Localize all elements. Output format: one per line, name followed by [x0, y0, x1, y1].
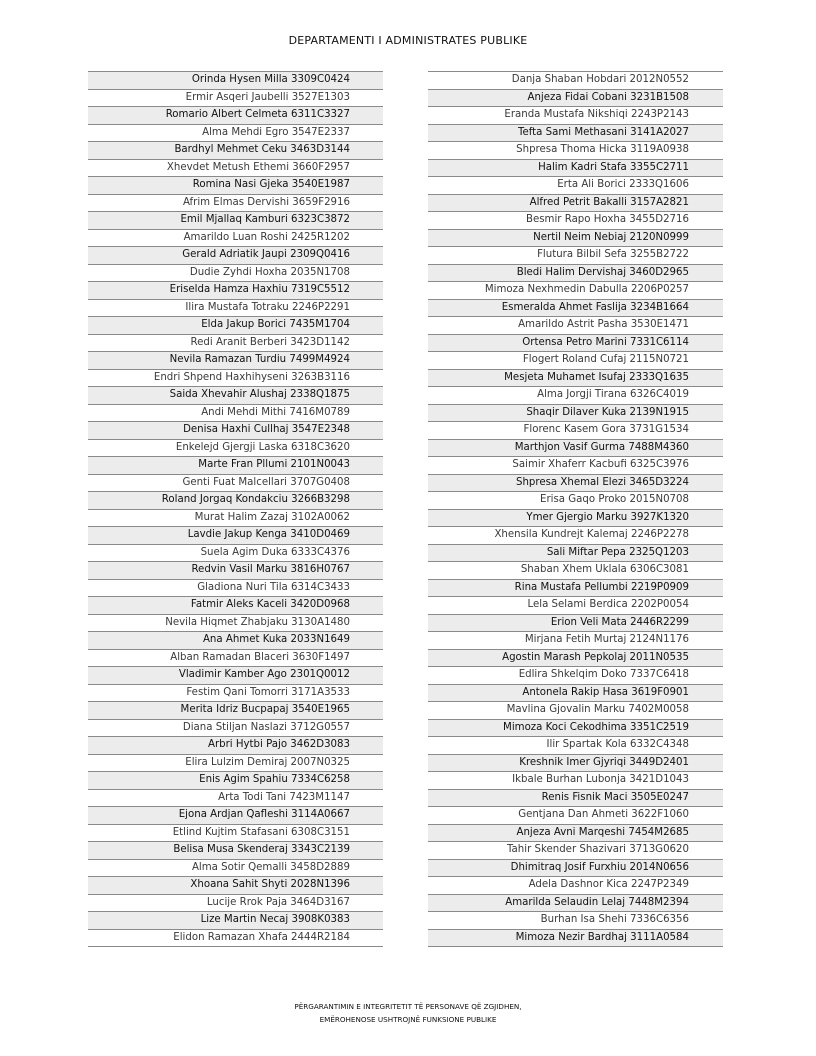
list-item: Saimir Xhaferr Kacbufi 6325C3976 — [428, 457, 723, 475]
list-item: Arbri Hytbi Pajo 3462D3083 — [88, 737, 383, 755]
list-item: Roland Jorgaq Kondakciu 3266B3298 — [88, 492, 383, 510]
list-item: Lela Selami Berdica 2202P0054 — [428, 597, 723, 615]
list-item: Emil Mjallaq Kamburi 6323C3872 — [88, 212, 383, 230]
list-item: Murat Halim Zazaj 3102A0062 — [88, 510, 383, 528]
list-item: Mesjeta Muhamet Isufaj 2333Q1635 — [428, 370, 723, 388]
list-item: Ikbale Burhan Lubonja 3421D1043 — [428, 772, 723, 790]
list-item: Ermir Asqeri Jaubelli 3527E1303 — [88, 90, 383, 108]
list-item: Ilir Spartak Kola 6332C4348 — [428, 737, 723, 755]
list-item: Fatmir Aleks Kaceli 3420D0968 — [88, 597, 383, 615]
list-item: Denisa Haxhi Cullhaj 3547E2348 — [88, 422, 383, 440]
list-item: Amarildo Astrit Pasha 3530E1471 — [428, 317, 723, 335]
list-item: Esmeralda Ahmet Faslija 3234B1664 — [428, 300, 723, 318]
list-item: Burhan Isa Shehi 7336C6356 — [428, 912, 723, 930]
list-item: Romina Nasi Gjeka 3540E1987 — [88, 177, 383, 195]
footer-line-2: EMËROHENOSE USHTROJNË FUNKSIONE PUBLIKE — [319, 1015, 497, 1024]
list-item: Elda Jakup Borici 7435M1704 — [88, 317, 383, 335]
list-item: Nevila Hiqmet Zhabjaku 3130A1480 — [88, 615, 383, 633]
list-item: Renis Fisnik Maci 3505E0247 — [428, 790, 723, 808]
list-item: Saida Xhevahir Alushaj 2338Q1875 — [88, 387, 383, 405]
list-item: Mavlina Gjovalin Marku 7402M0058 — [428, 702, 723, 720]
list-item: Xhoana Sahit Shyti 2028N1396 — [88, 877, 383, 895]
list-item: Redi Aranit Berberi 3423D1142 — [88, 335, 383, 353]
list-item: Xhevdet Metush Ethemi 3660F2957 — [88, 160, 383, 178]
list-item: Ortensa Petro Marini 7331C6114 — [428, 335, 723, 353]
list-item: Festim Qani Tomorri 3171A3533 — [88, 685, 383, 703]
list-item: Kreshnik Imer Gjyriqi 3449D2401 — [428, 755, 723, 773]
list-item: Alfred Petrit Bakalli 3157A2821 — [428, 195, 723, 213]
list-item: Romario Albert Celmeta 6311C3327 — [88, 107, 383, 125]
list-item: Genti Fuat Malcellari 3707G0408 — [88, 475, 383, 493]
list-item: Sali Miftar Pepa 2325Q1203 — [428, 545, 723, 563]
list-item: Lavdie Jakup Kenga 3410D0469 — [88, 527, 383, 545]
list-item: Shpresa Thoma Hicka 3119A0938 — [428, 142, 723, 160]
list-item: Endri Shpend Haxhihyseni 3263B3116 — [88, 370, 383, 388]
list-item: Lucije Rrok Paja 3464D3167 — [88, 895, 383, 913]
list-item: Rina Mustafa Pellumbi 2219P0909 — [428, 580, 723, 598]
list-item: Eriselda Hamza Haxhiu 7319C5512 — [88, 282, 383, 300]
list-item: Florenc Kasem Gora 3731G1534 — [428, 422, 723, 440]
list-item: Marthjon Vasif Gurma 7488M4360 — [428, 440, 723, 458]
list-item: Orinda Hysen Milla 3309C0424 — [88, 72, 383, 90]
list-item: Amarildo Luan Roshi 2425R1202 — [88, 230, 383, 248]
list-item: Gentjana Dan Ahmeti 3622F1060 — [428, 807, 723, 825]
list-item: Alma Sotir Qemalli 3458D2889 — [88, 860, 383, 878]
list-item: Erisa Gaqo Proko 2015N0708 — [428, 492, 723, 510]
list-item: Flutura Bilbil Sefa 3255B2722 — [428, 247, 723, 265]
list-item: Erion Veli Mata 2446R2299 — [428, 615, 723, 633]
list-item: Flogert Roland Cufaj 2115N0721 — [428, 352, 723, 370]
list-item: Anjeza Avni Marqeshi 7454M2685 — [428, 825, 723, 843]
list-item: Halim Kadri Stafa 3355C2711 — [428, 160, 723, 178]
list-item: Marte Fran Pllumi 2101N0043 — [88, 457, 383, 475]
list-item: Shaqir Dilaver Kuka 2139N1915 — [428, 405, 723, 423]
list-item: Redvin Vasil Marku 3816H0767 — [88, 562, 383, 580]
list-item: Dhimitraq Josif Furxhiu 2014N0656 — [428, 860, 723, 878]
list-item: Arta Todi Tani 7423M1147 — [88, 790, 383, 808]
list-item: Adela Dashnor Kica 2247P2349 — [428, 877, 723, 895]
list-item: Besmir Rapo Hoxha 3455D2716 — [428, 212, 723, 230]
list-item: Enis Agim Spahiu 7334C6258 — [88, 772, 383, 790]
list-item: Alma Jorgji Tirana 6326C4019 — [428, 387, 723, 405]
left-name-column — [88, 71, 383, 947]
list-item: Mimoza Nexhmedin Dabulla 2206P0257 — [428, 282, 723, 300]
list-item: Tefta Sami Methasani 3141A2027 — [428, 125, 723, 143]
list-item: Ejona Ardjan Qafleshi 3114A0667 — [88, 807, 383, 825]
list-item: Belisa Musa Skenderaj 3343C2139 — [88, 842, 383, 860]
page-title: DEPARTAMENTI I ADMINISTRATES PUBLIKE — [288, 34, 528, 47]
list-item: Andi Mehdi Mithi 7416M0789 — [88, 405, 383, 423]
list-item: Merita Idriz Bucpapaj 3540E1965 — [88, 702, 383, 720]
list-item: Eranda Mustafa Nikshiqi 2243P2143 — [428, 107, 723, 125]
list-item: Dudie Zyhdi Hoxha 2035N1708 — [88, 265, 383, 283]
right-name-column — [428, 71, 723, 947]
list-item: Enkelejd Gjergji Laska 6318C3620 — [88, 440, 383, 458]
list-item: Mimoza Nezir Bardhaj 3111A0584 — [428, 930, 723, 948]
list-item: Gladiona Nuri Tila 6314C3433 — [88, 580, 383, 598]
list-item: Alban Ramadan Blaceri 3630F1497 — [88, 650, 383, 668]
page-footer — [0, 1000, 816, 1026]
list-item: Bledi Halim Dervishaj 3460D2965 — [428, 265, 723, 283]
list-item: Ana Ahmet Kuka 2033N1649 — [88, 632, 383, 650]
list-item: Etlind Kujtim Stafasani 6308C3151 — [88, 825, 383, 843]
list-item: Amarilda Selaudin Lelaj 7448M2394 — [428, 895, 723, 913]
list-item: Ymer Gjergio Marku 3927K1320 — [428, 510, 723, 528]
list-item: Elira Lulzim Demiraj 2007N0325 — [88, 755, 383, 773]
list-item: Nevila Ramazan Turdiu 7499M4924 — [88, 352, 383, 370]
list-item: Afrim Elmas Dervishi 3659F2916 — [88, 195, 383, 213]
list-item: Shpresa Xhemal Elezi 3465D3224 — [428, 475, 723, 493]
list-item: Suela Agim Duka 6333C4376 — [88, 545, 383, 563]
list-item: Xhensila Kundrejt Kalemaj 2246P2278 — [428, 527, 723, 545]
list-item: Alma Mehdi Egro 3547E2337 — [88, 125, 383, 143]
list-item: Danja Shaban Hobdari 2012N0552 — [428, 72, 723, 90]
list-item: Edlira Shkelqim Doko 7337C6418 — [428, 667, 723, 685]
list-item: Anjeza Fidai Cobani 3231B1508 — [428, 90, 723, 108]
list-item: Tahir Skender Shazivari 3713G0620 — [428, 842, 723, 860]
list-item: Vladimir Kamber Ago 2301Q0012 — [88, 667, 383, 685]
list-item: Ilira Mustafa Totraku 2246P2291 — [88, 300, 383, 318]
list-item: Nertil Neim Nebiaj 2120N0999 — [428, 230, 723, 248]
list-item: Diana Stiljan Naslazi 3712G0557 — [88, 720, 383, 738]
list-item: Shaban Xhem Uklala 6306C3081 — [428, 562, 723, 580]
list-item: Mirjana Fetih Murtaj 2124N1176 — [428, 632, 723, 650]
list-item: Agostin Marash Pepkolaj 2011N0535 — [428, 650, 723, 668]
list-item: Gerald Adriatik Jaupi 2309Q0416 — [88, 247, 383, 265]
footer-line-1: PËRGARANTIMIN E INTEGRITETIT TË PERSONAVE QË ZGJIDHEN, — [294, 1002, 522, 1011]
list-item: Mimoza Koci Cekodhima 3351C2519 — [428, 720, 723, 738]
list-item: Lize Martin Necaj 3908K0383 — [88, 912, 383, 930]
list-item: Erta Ali Borici 2333Q1606 — [428, 177, 723, 195]
list-item: Elidon Ramazan Xhafa 2444R2184 — [88, 930, 383, 948]
list-item: Antonela Rakip Hasa 3619F0901 — [428, 685, 723, 703]
list-item: Bardhyl Mehmet Ceku 3463D3144 — [88, 142, 383, 160]
